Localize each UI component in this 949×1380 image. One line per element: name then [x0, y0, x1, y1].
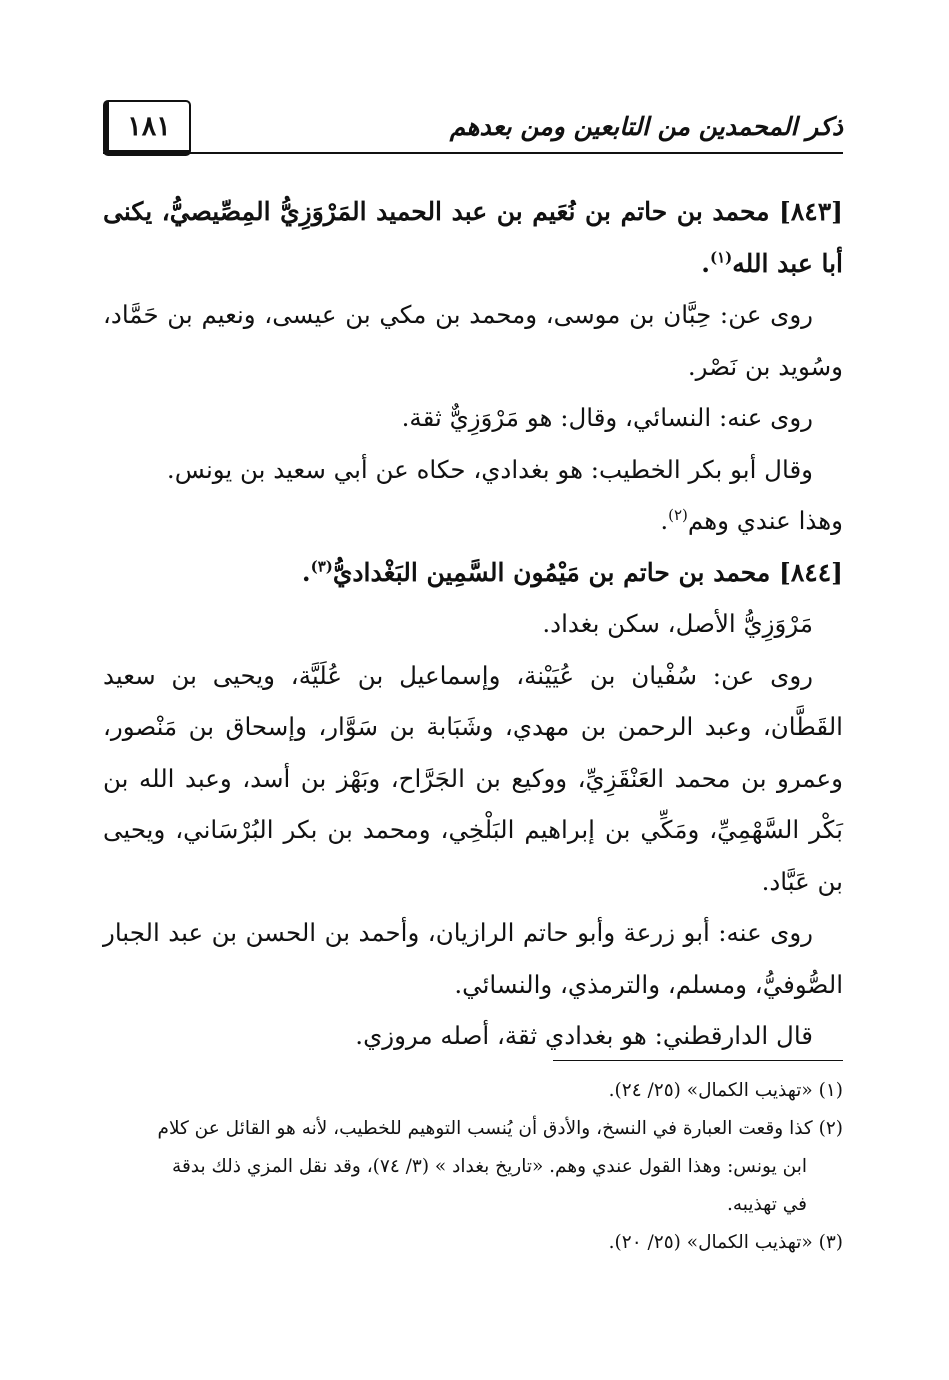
narrated-by: روى عنه: النسائي، وقال: هو مَرْوَزِيٌّ ثقة.	[401, 403, 813, 432]
narrated-from: روى عن: سُفْيان بن عُيَيْنة، وإسماعيل بن عُلَيَّة، ويحيى بن سعيد القَطَّان، وعبد الرحمن بن مهدي، وشَبَابة بن سَوَّار، وإسحاق بن مَنْصور، وعمرو بن محمد العَنْقَزِيِّ، ووكيع بن الجَرَّاح، وبَهْز بن أسد، وعبد الله بن بَكْر السَّهْمِيِّ، ومَكِّي بن إبراهيم البَلْخِي، ومحمد بن بكر البُرْسَاني، ويحيى بن عَبَّاد.	[103, 660, 843, 896]
narrated-from: روى عن: حِبَّان بن موسى، ومحمد بن مكي بن عيسى، ونعيم بن حَمَّاد، وسُويد بن نَصْر.	[103, 300, 843, 381]
footnote-2-end: في تهذيبه.	[726, 1194, 807, 1215]
footnote-ref: (١)	[709, 248, 733, 267]
page-number: ١٨١	[127, 110, 171, 142]
entry-heading-text: [٨٤٣] محمد بن حاتم بن نُعَيم بن عبد الحميد المَرْوَزِيُّ المِصِّيصيُّ، يكنى أبا عبد الله	[103, 197, 843, 278]
entry-heading	[103, 547, 843, 599]
author-note-text: وهذا عندي وهم	[687, 506, 843, 535]
footnote-1: (١) «تهذيب الكمال» (٢٥/ ٢٤).	[608, 1080, 843, 1101]
entry-heading-text: [٨٤٤] محمد بن حاتم بن مَيْمُون السَّمِين البَغْداديُّ	[332, 557, 843, 587]
header-rule	[103, 152, 843, 154]
footnote-rule	[553, 1060, 843, 1061]
main-text	[103, 186, 843, 1062]
footnote-ref: (٣)	[310, 557, 333, 576]
author-note	[103, 495, 843, 547]
running-title: ذكر المحمدين من التابعين ومن بعدهم	[449, 112, 843, 141]
entry-heading	[103, 186, 843, 289]
footnotes	[103, 1072, 843, 1262]
page-number-box	[103, 100, 191, 156]
daraqutni-statement: قال الدارقطني: هو بغدادي ثقة، أصله مروزي.	[355, 1021, 813, 1050]
footnote-2: (٢) كذا وقعت العبارة في النسخ، والأدق أن يُنسب التوهيم للخطيب، لأنه هو القائل عن كلام	[157, 1118, 843, 1139]
entry-heading-end: .	[301, 557, 311, 587]
entry-heading-end: .	[701, 248, 710, 278]
footnote-3: (٣) «تهذيب الكمال» (٢٥/ ٢٠).	[608, 1232, 843, 1253]
author-note-end: .	[660, 506, 669, 535]
footnote-2-continued: ابن يونس: وهذا القول عندي وهم. «تاريخ بغداد » (٣/ ٧٤)، وقد نقل المزي ذلك بدقة	[172, 1156, 807, 1177]
narrated-by: روى عنه: أبو زرعة وأبو حاتم الرازيان، وأحمد بن الحسن بن عبد الجبار الصُّوفيُّ، ومسلم، والترمذي، والنسائي.	[103, 918, 843, 999]
khatib-statement: وقال أبو بكر الخطيب: هو بغدادي، حكاه عن أبي سعيد بن يونس.	[166, 454, 813, 484]
footnote-ref: (٢)	[668, 505, 688, 524]
origin-note: مَرْوَزِيُّ الأصل، سكن بغداد.	[542, 609, 813, 638]
